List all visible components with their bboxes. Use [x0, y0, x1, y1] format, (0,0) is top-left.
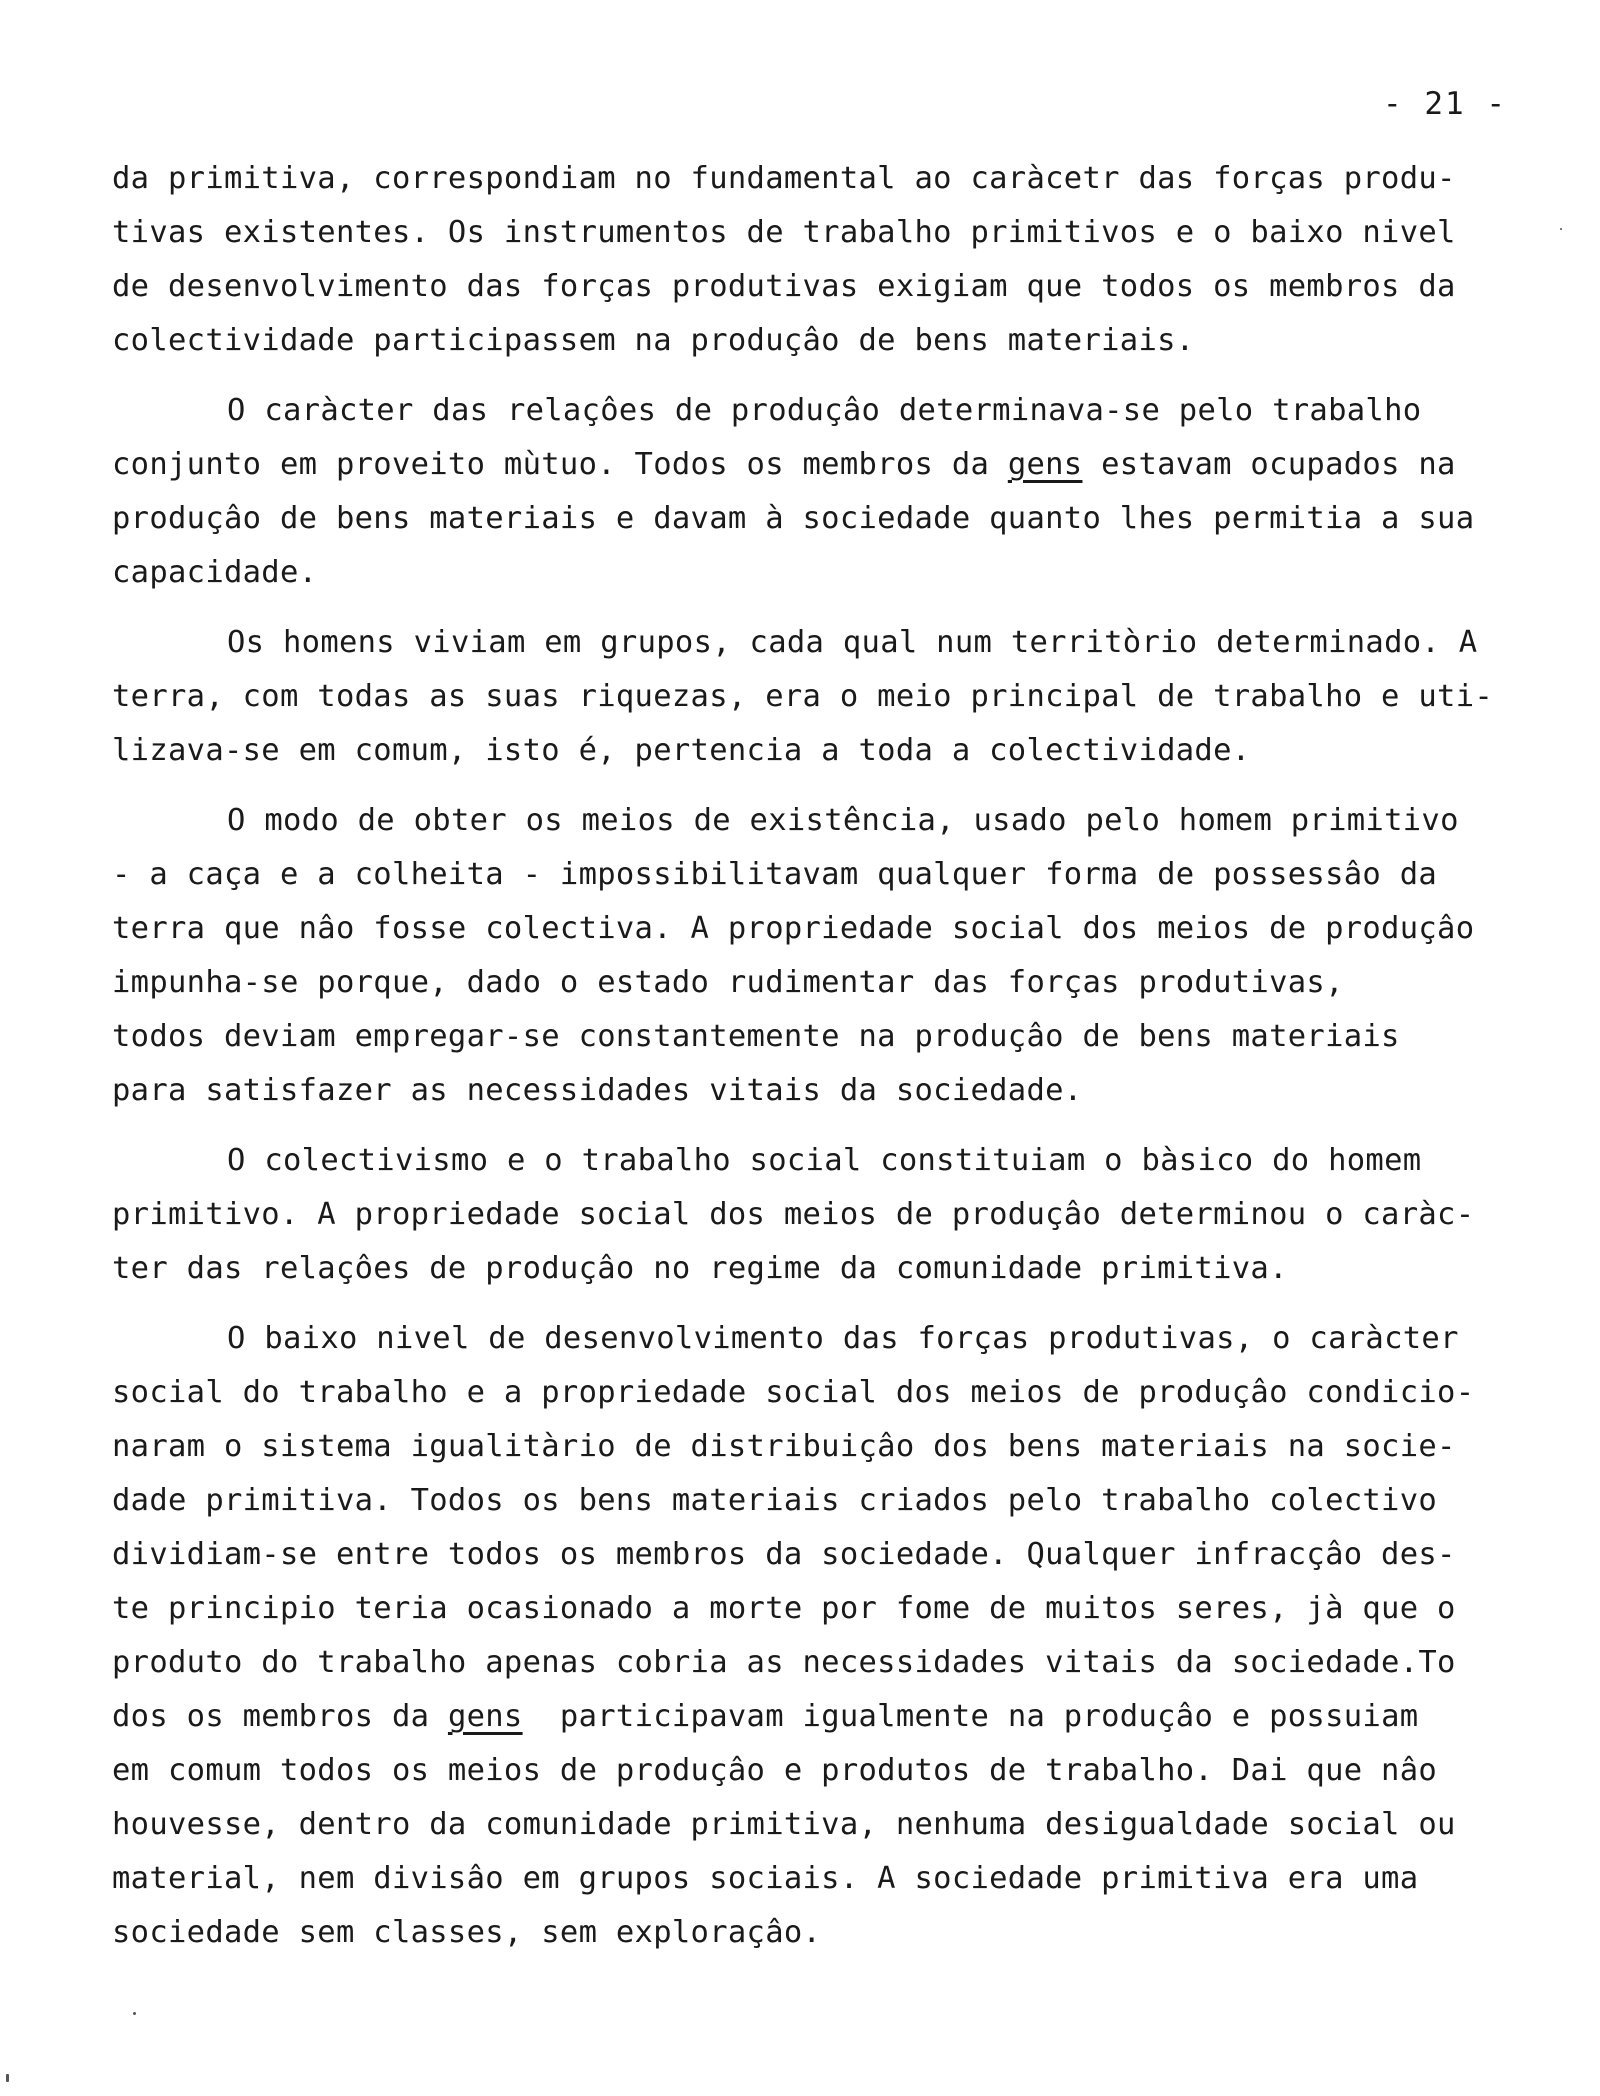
text-line	[112, 1690, 1552, 1744]
text-line: todos deviam empregar-se constantemente na produçâo de bens materiais	[112, 1019, 1400, 1054]
page-number: - 21 -	[1383, 86, 1507, 122]
paragraph	[112, 1134, 1552, 1296]
text-segment: estavam ocupados na	[1082, 447, 1456, 482]
text-line: ter das relaçôes de produçâo no regime da comunidade primitiva.	[112, 1251, 1288, 1286]
text-segment: dos os membros da	[112, 1699, 448, 1734]
text-line: produto do trabalho apenas cobria as necessidades vitais da sociedade.To	[112, 1645, 1456, 1680]
text-line: de desenvolvimento das forças produtivas exigiam que todos os membros da	[112, 269, 1456, 304]
text-line	[112, 438, 1552, 492]
text-line: terra que nâo fosse colectiva. A propriedade social dos meios de produçâo	[112, 911, 1475, 946]
text-line: O caràcter das relaçôes de produçâo determinava-se pelo trabalho	[227, 393, 1422, 428]
text-line: impunha-se porque, dado o estado rudimentar das forças produtivas,	[112, 965, 1344, 1000]
text-line: sociedade sem classes, sem exploraçâo.	[112, 1915, 822, 1950]
text-line: terra, com todas as suas riquezas, era o meio principal de trabalho e uti-	[112, 679, 1494, 714]
text-line: lizava-se em comum, isto é, pertencia a toda a colectividade.	[112, 733, 1251, 768]
text-line: primitivo. A propriedade social dos meios de produçâo determinou o caràc-	[112, 1197, 1475, 1232]
text-line: social do trabalho e a propriedade social dos meios de produçâo condicio-	[112, 1375, 1475, 1410]
scan-speck	[1560, 228, 1562, 230]
text-line: produçâo de bens materiais e davam à sociedade quanto lhes permitia a sua	[112, 501, 1475, 536]
paragraph	[112, 616, 1552, 778]
text-line: dividiam-se entre todos os membros da sociedade. Qualquer infracçâo des-	[112, 1537, 1456, 1572]
text-line: para satisfazer as necessidades vitais da sociedade.	[112, 1073, 1083, 1108]
paragraph	[112, 384, 1552, 600]
text-line: dade primitiva. Todos os bens materiais criados pelo trabalho colectivo	[112, 1483, 1438, 1518]
text-line: capacidade.	[112, 555, 318, 590]
text-line: tivas existentes. Os instrumentos de trabalho primitivos e o baixo nivel	[112, 215, 1456, 250]
body-text	[112, 152, 1552, 1960]
text-segment: participavam igualmente na produçâo e possuiam	[522, 1699, 1419, 1734]
paragraph	[112, 152, 1552, 368]
text-line: em comum todos os meios de produçâo e produtos de trabalho. Dai que nâo	[112, 1753, 1438, 1788]
text-line: naram o sistema igualitàrio de distribuiçâo dos bens materiais na socie-	[112, 1429, 1456, 1464]
text-line: houvesse, dentro da comunidade primitiva, nenhuma desigualdade social ou	[112, 1807, 1456, 1842]
text-line: Os homens viviam em grupos, cada qual num territòrio determinado. A	[227, 625, 1478, 660]
paragraph	[112, 794, 1552, 1118]
underlined-term: gens	[447, 1699, 523, 1734]
text-line: da primitiva, correspondiam no fundamental ao caràcetr das forças produ-	[112, 161, 1456, 196]
paragraph	[112, 1312, 1552, 1960]
underlined-term: gens	[1007, 447, 1083, 482]
scan-speck	[6, 2074, 9, 2082]
text-line: O baixo nivel de desenvolvimento das forças produtivas, o caràcter	[227, 1321, 1459, 1356]
text-segment: conjunto em proveito mùtuo. Todos os membros da	[112, 447, 1008, 482]
text-line: O colectivismo e o trabalho social constituiam o bàsico do homem	[227, 1143, 1422, 1178]
text-line: O modo de obter os meios de existência, usado pelo homem primitivo	[227, 803, 1459, 838]
scan-speck	[133, 2012, 136, 2015]
text-line: colectividade participassem na produçâo de bens materiais.	[112, 323, 1195, 358]
text-line: te principio teria ocasionado a morte por fome de muitos seres, jà que o	[112, 1591, 1456, 1626]
text-line: material, nem divisâo em grupos sociais. A sociedade primitiva era uma	[112, 1861, 1419, 1896]
text-line: - a caça e a colheita - impossibilitavam qualquer forma de possessâo da	[112, 857, 1438, 892]
